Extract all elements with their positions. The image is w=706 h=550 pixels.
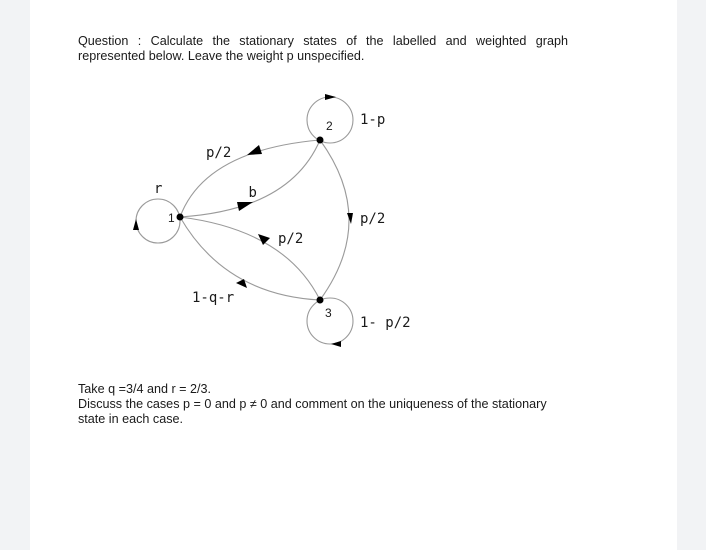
edge-label-2-to-1: p/2	[206, 145, 232, 161]
arrow-edge-1-to-2	[237, 202, 253, 211]
loop-node-3	[307, 298, 353, 344]
arrow-loop-node-2	[325, 94, 336, 100]
edge-label-3-loop: 1- p/2	[360, 315, 411, 331]
node-2-dot	[317, 137, 324, 144]
edge-label-2-to-3: p/2	[360, 211, 386, 227]
arrow-loop-node-1	[133, 219, 139, 230]
edge-label-1-to-3: 1-q-r	[192, 290, 235, 306]
arrow-edge-1-to-3	[236, 279, 247, 288]
edge-label-r: r	[154, 181, 163, 197]
edge-label-2-loop: 1-p	[360, 112, 386, 128]
edge-label-q: q	[248, 185, 257, 201]
instruction-line-2: Discuss the cases p = 0 and p ≠ 0 and comment on the uniqueness of the stationary	[78, 397, 547, 411]
instruction-line-3: state in each case.	[78, 412, 184, 426]
edge-3-to-1	[180, 217, 320, 300]
node-3-dot	[317, 297, 324, 304]
question-text: Question : Calculate the stationary states of the labelled and weighted graph represented below. Leave the weight p unspecified.	[78, 34, 568, 63]
instruction-line-1: Take q =3/4 and r = 2/3.	[78, 382, 212, 396]
edge-2-to-1	[180, 140, 320, 217]
arrow-edge-2-to-3	[347, 213, 353, 224]
node-3-label: 3	[325, 306, 332, 320]
arrow-edge-2-to-1	[247, 145, 262, 155]
arrow-loop-node-3	[331, 341, 341, 347]
edge-1-to-2	[180, 140, 320, 217]
instructions	[78, 382, 578, 427]
node-1-dot	[177, 214, 184, 221]
edge-1-to-3	[180, 217, 320, 300]
node-1-label: 1	[168, 211, 175, 225]
edge-2-to-3	[320, 140, 349, 300]
node-2-label: 2	[326, 119, 333, 133]
edge-label-3-to-1: p/2	[278, 231, 304, 247]
